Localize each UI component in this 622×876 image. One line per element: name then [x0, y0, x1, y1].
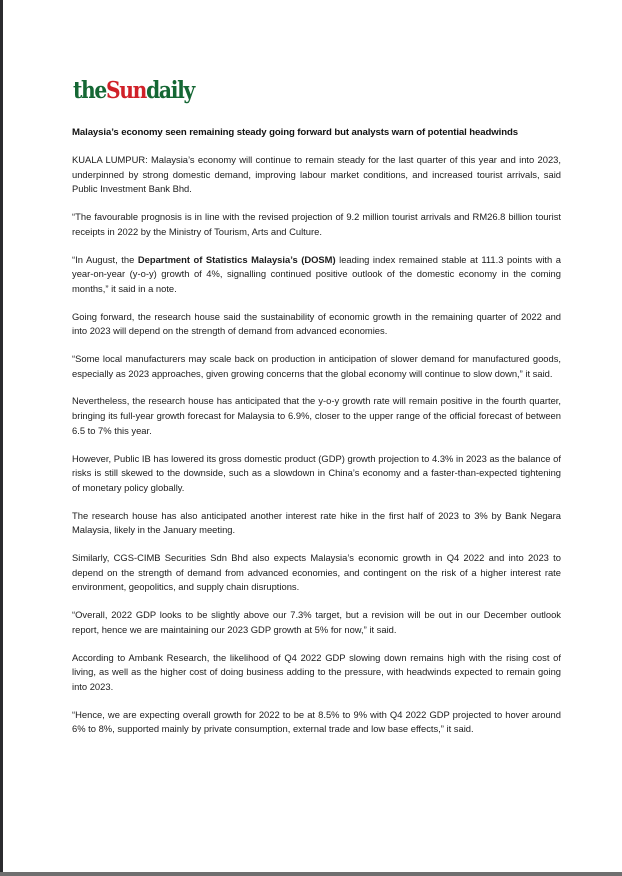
- paragraph-text-segment: Nevertheless, the research house has anticipated that the y-o-y growth rate will remain positive in the fourth quarter, bringing its full-year growth forecast for Malaysia to 6.9%, closer to the upper range of the official forecast of between 6.5 to 7% this year.: [72, 395, 561, 436]
- article-content: [72, 126, 561, 750]
- paragraph-text-segment: KUALA LUMPUR: Malaysia’s economy will continue to remain steady for the last quarter of this year and into 2023, underpinned by strong domestic demand, improving labour market conditions, and increased tourist arrivals, said Public Investment Bank Bhd.: [72, 154, 561, 195]
- paragraph-text-segment: The research house has also anticipated another interest rate hike in the first half of 2023 to 3% by Bank Negara Malaysia, likely in the January meeting.: [72, 509, 561, 536]
- article-paragraph: [72, 651, 561, 695]
- article-headline: Malaysia’s economy seen remaining steady going forward but analysts warn of potential headwinds: [72, 127, 518, 138]
- article-paragraph: [72, 708, 561, 737]
- page-bottom-border: [0, 872, 622, 876]
- article-paragraph: [72, 452, 561, 496]
- logo-part-sun: Sun: [105, 77, 147, 104]
- logo-part-daily: daily: [146, 77, 194, 104]
- page-left-border: [0, 0, 3, 876]
- article-paragraph: [72, 253, 561, 297]
- article-paragraph: [72, 608, 561, 637]
- paragraph-text-segment: Similarly, CGS-CIMB Securities Sdn Bhd also expects Malaysia’s economic growth in Q4 2022 and into 2023 to depend on the strength of demand from advanced economies, and contingent on the risk of a higher interest rate environment, geopolitics, and supply chain disruptions.: [72, 552, 561, 593]
- thesundaily-logo: [73, 76, 194, 106]
- paragraph-text-segment: According to Ambank Research, the likelihood of Q4 2022 GDP slowing down remains high with the rising cost of living, as well as the higher cost of doing business adding to the pressure, with headwinds expected to remain going into 2023.: [72, 651, 561, 692]
- article-paragraph: [72, 551, 561, 595]
- paragraph-bold-segment: Department of Statistics Malaysia’s (DOSM): [137, 253, 336, 265]
- paragraph-text-segment: “Overall, 2022 GDP looks to be slightly above our 7.3% target, but a revision will be out in our December outlook report, hence we are maintaining our 2023 GDP growth at 5% for now,” it said.: [72, 609, 561, 635]
- paragraph-text-segment: Going forward, the research house said the sustainability of economic growth in the remaining quarter of 2022 and into 2023 will depend on the strength of demand from advanced economies.: [72, 310, 561, 337]
- paragraph-text-segment: “In August, the: [72, 253, 138, 265]
- article-paragraph: [72, 310, 561, 339]
- article-body: [72, 153, 561, 737]
- paragraph-text-segment: leading index remained stable at 111.3 points with a year-on-year (y-o-y) growth of 4%, signalling continued positive outlook of the domestic economy in the coming months,” it said in a note.: [72, 253, 561, 294]
- article-paragraph: [72, 153, 561, 197]
- paragraph-text-segment: “Some local manufacturers may scale back on production in anticipation of slower demand for manufactured goods, especially as 2023 approaches, given growing concerns that the global economy will continue to slow down,” it said.: [72, 353, 561, 379]
- paragraph-text-segment: However, Public IB has lowered its gross domestic product (GDP) growth projection to 4.3% in 2023 as the balance of risks is still skewed to the downside, such as a slowdown in China’s economy and a faster-than-expected tightening of monetary policy globally.: [72, 452, 561, 493]
- article-paragraph: [72, 509, 561, 538]
- paragraph-text-segment: “Hence, we are expecting overall growth for 2022 to be at 8.5% to 9% with Q4 2022 GDP projected to hover around 6% to 8%, supported mainly by private consumption, external trade and low base effects,” it said.: [72, 708, 561, 735]
- logo-part-the: the: [73, 77, 106, 104]
- article-paragraph: [72, 394, 561, 438]
- paragraph-text-segment: “The favourable prognosis is in line with the revised projection of 9.2 million tourist arrivals and RM26.8 billion tourist receipts in 2022 by the Ministry of Tourism, Arts and Culture.: [72, 211, 561, 237]
- article-paragraph: [72, 352, 561, 381]
- article-paragraph: [72, 210, 561, 239]
